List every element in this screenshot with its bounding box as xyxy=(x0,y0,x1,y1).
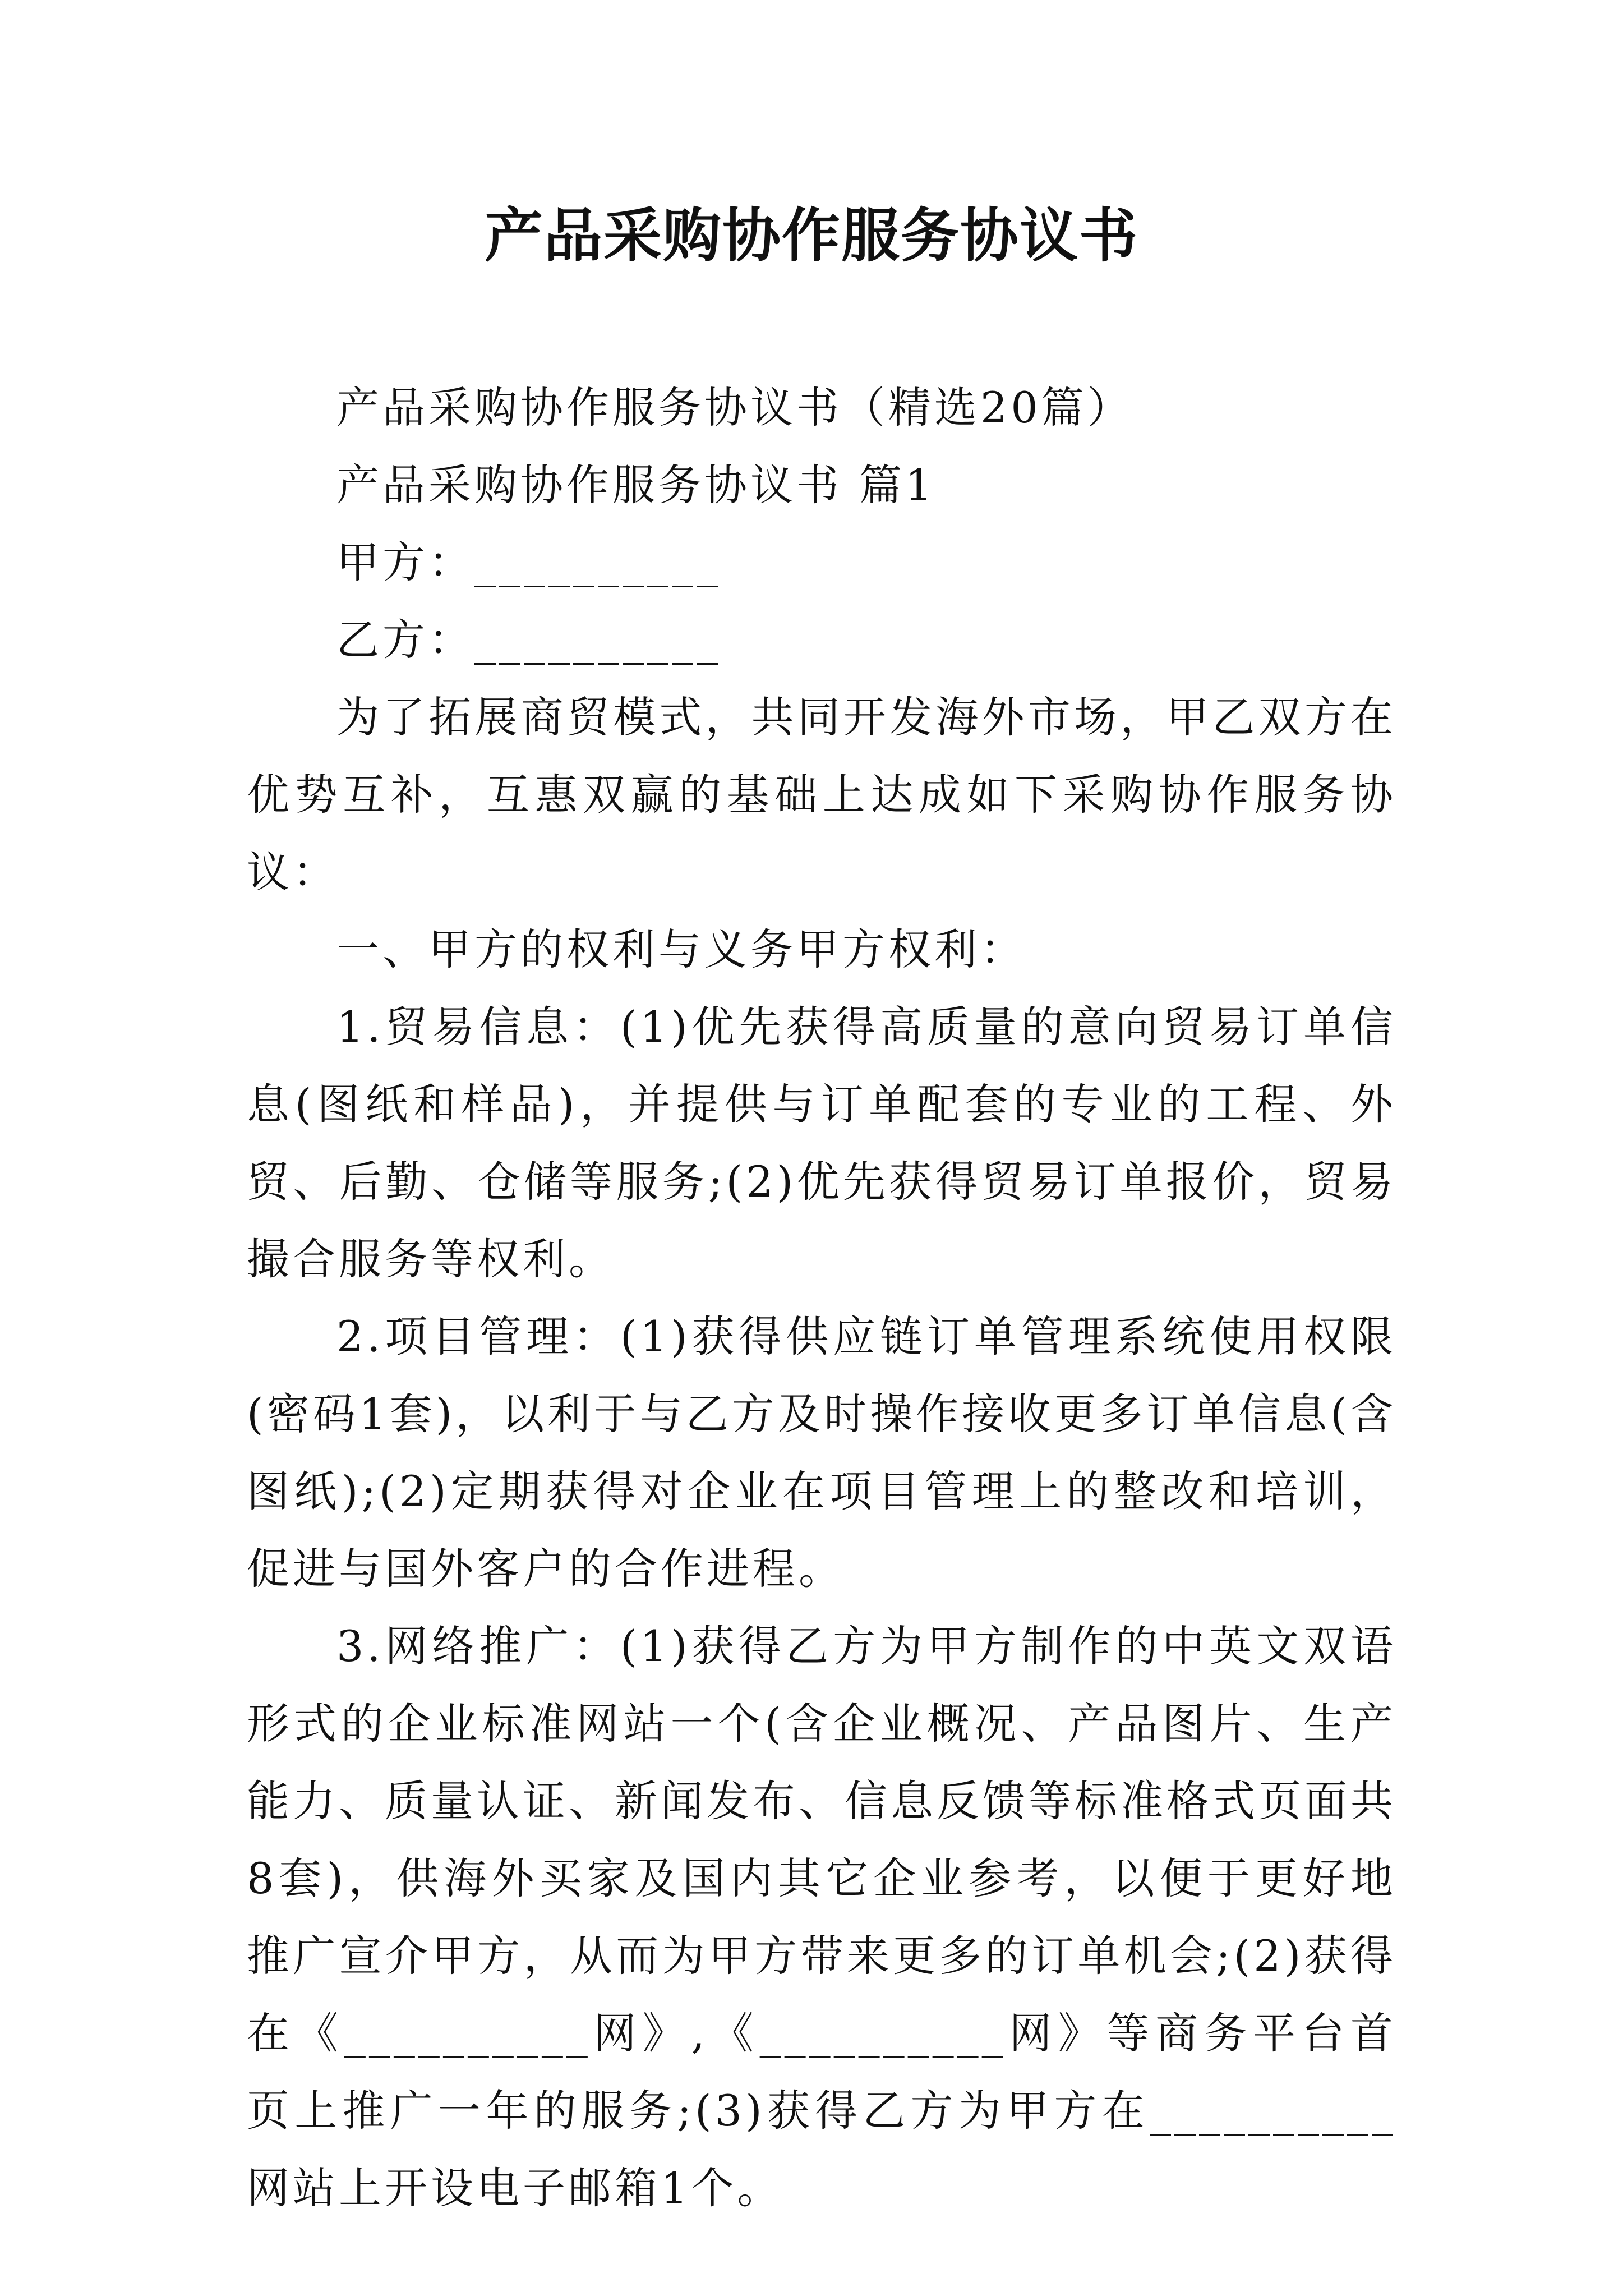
paragraph-section-heading: 一、甲方的权利与义务甲方权利： xyxy=(336,924,1026,974)
paragraph-chapter-heading: 产品采购协作服务协议书 篇1 xyxy=(336,460,936,510)
document-title: 产品采购协作服务协议书 xyxy=(484,201,1138,270)
document-body xyxy=(247,369,1396,2227)
paragraph-clause-1: 1.贸易信息：(1)优先获得高质量的意向贸易订单信息(图纸和样品)，并提供与订单配套的专业的工程、外贸、后勤、仓储等服务;(2)优先获得贸易订单报价，贸易撮合服务等权利。 xyxy=(247,1002,1396,1284)
paragraph-party-b: 乙方：__________ xyxy=(336,615,721,665)
paragraph-subtitle: 产品采购协作服务协议书（精选20篇） xyxy=(336,383,1133,432)
paragraph-clause-2: 2.项目管理：(1)获得供应链订单管理系统使用权限(密码1套)，以利于与乙方及时操作接收更多订单信息(含图纸);(2)定期获得对企业在项目管理上的整改和培训，促进与国外客户的合作进程。 xyxy=(247,1312,1396,1594)
paragraph-party-a: 甲方：__________ xyxy=(336,537,721,587)
paragraph-preamble: 为了拓展商贸模式，共同开发海外市场，甲乙双方在优势互补，互惠双赢的基础上达成如下采购协作服务协议： xyxy=(247,692,1396,897)
paragraph-clause-3: 3.网络推广：(1)获得乙方为甲方制作的中英文双语形式的企业标准网站一个(含企业概况、产品图片、生产能力、质量认证、新闻发布、信息反馈等标准格式页面共8套)，供海外买家及国内其它企业参考，以便于更好地推广宣介甲方，从而为甲方带来更多的订单机会;(2)获得在《__________网》,《__________网》等商务平台首页上推广一年的服务;(3)获得乙方为甲方在__________网站上开设电子邮箱1个。 xyxy=(247,1621,1396,2213)
